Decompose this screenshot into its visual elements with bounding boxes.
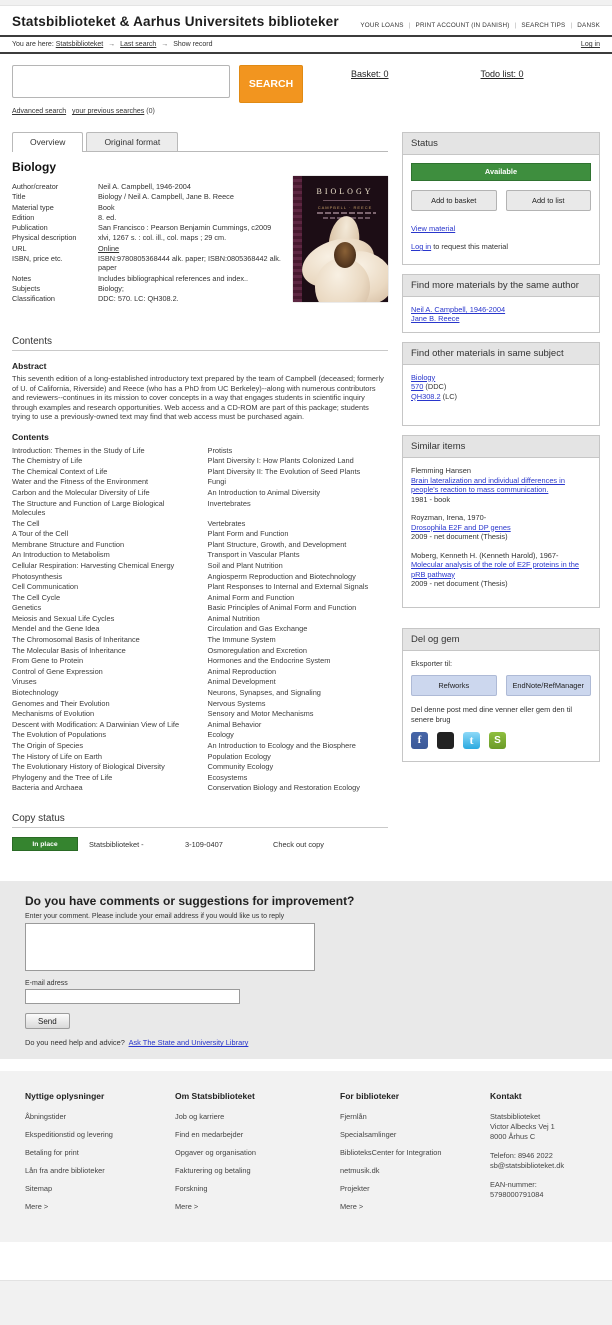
share-box-body [403,651,599,762]
breadcrumb-prefix: You are here: [12,41,54,48]
contents-row [12,456,388,467]
same-author-box [402,274,600,333]
record-field-row [12,192,284,201]
record-fields-b [12,254,284,303]
stumbleupon-icon[interactable]: S [489,732,506,749]
footer-link[interactable]: Mere > [25,1202,49,1212]
contents-item: Fungi [207,477,227,487]
share-box [402,628,600,763]
field-label: Physical description [12,233,77,243]
contents-row [12,783,388,794]
nav-separator: | [514,22,517,29]
contents-row [12,529,388,540]
contents-heading: Contents [12,431,49,442]
subject-link[interactable]: QH308.2 [411,391,441,401]
status-box-body [403,155,599,264]
book-cover-text-line [317,212,376,214]
contents-item: Ecology [207,730,234,740]
footer-column-title: Nyttige oplysninger [25,1091,105,1102]
contents-row [12,740,388,751]
same-author-body [403,297,599,332]
footer-link[interactable]: Opgaver og organisation [175,1148,256,1158]
site-title: Statsbiblioteket & Aarhus Universitets biblioteker [12,14,339,29]
contents-row [12,719,388,730]
copy-status-row [12,837,388,851]
field-label: Author/creator [12,182,59,191]
footer-link[interactable]: Fjernlån [340,1112,367,1122]
contents-row [12,772,388,783]
footer-link[interactable]: netmusik.dk [340,1166,380,1176]
contents-item: A Tour of the Cell [12,529,69,539]
record-field-row [12,274,284,283]
share-text: Del denne post med dine venner eller gem den til senere brug [411,705,573,724]
footer-column-title: Kontakt [490,1091,522,1102]
breadcrumb-link-last-search[interactable]: Last search [120,41,157,48]
contents-item: Osmoregulation and Excretion [207,645,307,655]
site-header [0,6,612,35]
help-line [25,1038,587,1047]
contents-row [12,560,388,571]
contents-item: Community Ecology [207,762,274,772]
login-link[interactable]: Log in [580,41,600,48]
contents-row [12,550,388,561]
contents-item: The Chromosomal Basis of Inheritance [12,635,140,645]
twitter-icon[interactable]: t [463,732,480,749]
contents-item: Animal Behavior [207,719,262,729]
breadcrumb-link-home[interactable]: Statsbiblioteket [55,41,104,48]
subject-line [411,382,591,392]
record-field-row [12,182,284,191]
record-field-row [12,213,284,222]
footer-link[interactable]: Job og karriere [175,1112,225,1122]
flower-stamen [334,242,356,268]
breadcrumb-arrow: → [161,41,169,48]
footer-column-kontakt [490,1091,587,1220]
field-value: Book [98,202,115,212]
contents-item: Population Ecology [207,751,271,761]
contents-row [12,571,388,582]
similar-items-body [403,458,599,607]
contents-row [12,592,388,603]
similar-item-author: Royzman, Irena, 1970- [411,513,487,522]
contents-item: Mechanisms of Evolution [12,709,95,719]
field-label: Publication [12,223,48,233]
search-button[interactable]: SEARCH [239,65,303,103]
similar-item [411,513,591,542]
similar-item-author: Moberg, Kenneth H. (Kenneth Harold), 1967- [411,550,559,560]
contents-item: Bacteria and Archaea [12,783,83,793]
tab-overview[interactable]: Overview [12,132,83,152]
sidebar [402,123,600,762]
contents-item: Control of Gene Expression [12,666,103,676]
in-place-badge: In place [12,837,78,851]
record-fields [12,182,284,304]
advanced-search-link[interactable]: Advanced search [12,108,67,115]
contact-line: EAN-nummer: 5798000791084 [490,1180,544,1200]
contents-item: Meiosis and Sexual Life Cycles [12,613,115,623]
footer-link[interactable]: Betaling for print [25,1148,79,1158]
bottom-gap [0,1242,612,1280]
subject-line [411,373,591,383]
subject-line [411,392,591,402]
contents-item: Plant Responses to Internal and External Signals [207,582,369,592]
contents-item: Invertebrates [207,498,251,508]
contents-row [12,613,388,624]
book-cover-spine [293,176,302,302]
contents-row [12,762,388,773]
contact-phone [490,1151,587,1171]
field-label: Title [12,192,26,202]
similar-items-box [402,435,600,608]
status-box-header: Status [403,133,599,155]
footer-link[interactable]: Åbningstider [25,1112,67,1122]
email-label: E-mail adress [25,980,68,988]
comments-hint: Enter your comment. Please include your email address if you would like us to reply [25,913,285,921]
author-link[interactable]: Neil A. Campbell, 1946-2004 [411,304,506,314]
contents-row [12,709,388,720]
contents-item: Animal Development [207,677,276,687]
contents-item: Membrane Structure and Function [12,539,125,549]
similar-item-title-link[interactable]: Drosophila E2F and DP genes [411,522,511,532]
contents-row [12,477,388,488]
contents-item: Animal Reproduction [207,666,277,676]
contents-item: Protists [207,445,233,455]
breadcrumb-bar [0,35,612,54]
field-label: ISBN, price etc. [12,254,63,264]
contents-item: The Evolution of Populations [12,730,107,740]
field-label: Edition [12,212,35,222]
contents-item: Plant Structure, Growth, and Development [207,539,347,549]
contents-item: Genomes and Their Evolution [12,698,110,708]
record-field-row [12,254,284,273]
contents-item: Biotechnology [12,688,59,698]
footer-column-nyttige [25,1091,175,1220]
contents-row [12,582,388,593]
field-value: ISBN:9780805368444 alk. paper; ISBN:0805368442 alk. paper [98,254,281,273]
field-value: San Francisco : Pearson Benjamin Cummings, c2009 [98,223,272,233]
field-value: Biology / Neil A. Campbell, Jane B. Reece [98,192,234,202]
record-field-row [12,233,284,242]
contents-row [12,677,388,688]
breadcrumb-current: Show record [173,41,213,48]
footer-column-title: For biblioteker [340,1091,400,1102]
field-label: Classification [12,294,55,304]
contents-item: Conservation Biology and Restoration Ecology [207,783,360,793]
similar-items-header: Similar items [403,436,599,458]
status-box [402,132,600,265]
basket-link[interactable]: Basket: 0 [351,69,389,79]
contents-item: Sensory and Motor Mechanisms [207,709,314,719]
utility-nav [360,22,600,29]
add-to-list-button[interactable]: Add to list [506,190,592,211]
abstract-text: This seventh edition of a long-established introductory text prepared by the team of Campbell (deceased; formerly of U. of California, Riverside) and Reece (who has a PhD from UC Berkeley)--along with numerous contributors and reviewers--continues in its mission to cover concepts in a way that engages students in scientific inquiry through examples and research opportunities. Web access and a CD-ROM are part of this package; students trying to use a previously-owned text may find that web access must be purchased again. [12,374,384,422]
footer-link[interactable]: Specialsamlinger [340,1130,397,1140]
comment-textarea[interactable] [25,923,315,971]
footer-link[interactable]: Sitemap [25,1184,53,1194]
status-buttons [411,190,591,211]
contents-item: The Molecular Basis of Inheritance [12,645,126,655]
search-links [0,105,612,123]
footer-link[interactable]: BiblioteksCenter for Integration [340,1148,442,1158]
request-login-link[interactable]: Log in [411,242,432,251]
social-icons [411,732,591,753]
subject-link[interactable]: Biology [411,372,436,382]
footer-link[interactable]: Mere > [175,1202,199,1212]
view-material-link[interactable]: View material [411,223,456,233]
footer-link[interactable]: Fakturering og betaling [175,1166,251,1176]
contents-row [12,698,388,709]
copy-action: Check out copy [273,839,324,849]
nav-print-account[interactable]: PRINT ACCOUNT (IN DANISH) [415,22,510,29]
footer-link[interactable]: Lån fra andre biblioteker [25,1166,105,1176]
footer-gap [0,1059,612,1071]
contact-line: Victor Albecks Vej 1 [490,1122,555,1132]
contents-item: Plant Form and Function [207,529,289,539]
contents-item: Cellular Respiration: Harvesting Chemical Energy [12,560,175,570]
footer-links [340,1112,490,1211]
contents-row [12,487,388,498]
nav-language-dansk[interactable]: DANSK [577,22,600,29]
footer-link[interactable]: Find en medarbejder [175,1130,244,1140]
export-buttons [411,675,591,696]
similar-item [411,466,591,504]
similar-item [411,551,591,589]
contents-item: An Introduction to Metabolism [12,550,110,560]
share-box-header: Del og gem [403,629,599,651]
contact-address [490,1112,587,1142]
export-label: Eksporter til: [411,658,453,668]
contents-row [12,634,388,645]
comments-title: Do you have comments or suggestions for improvement? [25,894,355,909]
contact-line: sb@statsbiblioteket.dk [490,1161,565,1171]
contact-line: 8000 Århus C [490,1132,536,1142]
breadcrumb [12,41,213,48]
email-input[interactable] [25,989,240,1004]
contents-item: Transport in Vascular Plants [207,550,300,560]
contents-item: Mendel and the Gene Idea [12,624,100,634]
record-field-row [12,203,284,212]
contents-item: An Introduction to Ecology and the Biosphere [207,741,356,750]
contents-item: Neurons, Synapses, and Signaling [207,688,321,698]
same-subject-body [403,365,599,426]
availability-bar: Available [411,163,591,181]
contents-table [12,445,388,793]
contents-row [12,539,388,550]
footer-link[interactable]: Mere > [340,1202,364,1212]
search-row [0,54,612,105]
contents-item: Ecosystems [207,772,248,782]
login-to-request [411,242,591,256]
contents-item: Basic Principles of Animal Form and Function [207,603,357,613]
field-label: URL [12,243,27,253]
online-link[interactable]: Online [98,243,120,253]
contents-item: The Structure and Function of Large Biological Molecules [12,498,165,517]
footer-column-for-biblioteker [340,1091,490,1220]
footer-column-title: Om Statsbiblioteket [175,1091,255,1102]
footer-links [175,1112,340,1211]
add-to-basket-button[interactable]: Add to basket [411,190,497,211]
subject-link[interactable]: 570 [411,382,424,391]
contents-item: The Cell Cycle [12,592,61,602]
search-input[interactable] [12,65,230,98]
field-value: xlvi, 1267 s. : col. ill., col. maps ; 29 cm. [98,233,227,243]
contents-item: Introduction: Themes in the Study of Life [12,445,145,455]
similar-item-author: Flemming Hansen [411,466,471,475]
contents-item: The Chemical Context of Life [12,466,108,476]
contents-item: Phylogeny and the Tree of Life [12,772,113,782]
contents-row [12,730,388,741]
previous-searches-link[interactable]: your previous searches [71,108,145,115]
field-value: DDC: 570. LC: QH308.2. [98,294,179,304]
copy-barcode: 3-109-0407 [185,839,223,849]
contents-item: Water and the Fitness of the Environment [12,477,149,487]
record-field-row [12,284,284,293]
field-label: Notes [12,273,32,283]
comments-section [0,881,612,1059]
similar-item-title-link[interactable]: Brain lateralization and individual differences in people's reaction to mass communication. [411,475,565,494]
contents-item: Nervous Systems [207,698,266,708]
contents-item: Animal Nutrition [207,613,260,623]
contents-item: Photosynthesis [12,571,63,581]
contents-item: Plant Diversity II: The Evolution of Seed Plants [207,466,361,476]
previous-searches-count: (0) [146,108,155,115]
footer-link[interactable]: Ekspeditionstid og levering [25,1130,113,1140]
breadcrumb-arrow: → [108,41,116,48]
refworks-button[interactable]: Refworks [411,675,497,696]
record-details [12,160,388,320]
footer-link[interactable]: Forskning [175,1184,208,1194]
endnote-button[interactable]: EndNote/RefManager [506,675,592,696]
request-login-text: to request this material [431,242,508,251]
nav-separator: | [570,22,573,29]
contents-item: From Gene to Protein [12,656,84,666]
contents-item: The Chemistry of Life [12,456,83,466]
contents-item: Genetics [12,603,42,613]
field-label: Material type [12,202,54,212]
contents-item: Vertebrates [207,518,246,528]
tab-original-format[interactable]: Original format [86,132,178,151]
contents-row [12,687,388,698]
contents-item: Angiosperm Reproduction and Biotechnology [207,571,356,581]
contact-ean [490,1180,587,1200]
book-cover-image [293,176,388,302]
facebook-icon[interactable]: f [411,732,428,749]
contents-item: Soil and Plant Nutrition [207,560,283,570]
contact-line: Statsbiblioteket [490,1112,541,1122]
contents-item: The Origin of Species [12,741,84,750]
similar-item-info: 1981 - book [411,494,451,504]
main-area [0,123,612,855]
similar-item-info: 2009 - net document (Thesis) [411,532,508,541]
send-button[interactable]: Send [25,1013,70,1029]
contents-row [12,603,388,614]
similar-item-info: 2009 - net document (Thesis) [411,579,508,588]
contents-row [12,656,388,667]
ask-library-link[interactable]: Ask The State and University Library [128,1038,249,1048]
field-value: Neil A. Campbell, 1946-2004 [98,182,191,191]
nav-search-tips[interactable]: SEARCH TIPS [521,22,566,29]
contents-section-header: Contents [12,336,388,351]
author-link[interactable]: Jane B. Reece [411,314,460,323]
contents-row [12,498,388,518]
contents-item: An Introduction to Animal Diversity [207,487,321,497]
same-subject-header: Find other materials in same subject [403,343,599,365]
contents-row [12,445,388,456]
field-value: Biology; [98,283,124,293]
record-field-row [12,223,284,232]
todo-list-link[interactable]: Todo list: 0 [480,69,524,79]
contents-row [12,645,388,656]
contents-item: The Evolutionary History of Biological Diversity [12,762,165,772]
contents-item: Hormones and the Endocrine System [207,656,331,666]
footer [0,1071,612,1242]
contents-item: Cell Communication [12,582,79,592]
same-author-header: Find more materials by the same author [403,275,599,297]
abstract-heading: Abstract [12,361,47,371]
main-column [12,123,388,855]
copy-status-header: Copy status [12,813,388,828]
author-link-line [411,305,591,315]
contents-item: Circulation and Gas Exchange [207,624,308,634]
contact-line: Telefon: 8946 2022 [490,1151,553,1161]
subject-scheme: (DDC) [423,382,447,391]
field-label: Subjects [12,283,40,293]
book-cover-rule [323,200,370,201]
same-subject-box [402,342,600,427]
author-link-line [411,314,591,324]
contents-item: The Immune System [207,635,276,645]
footer-column-om [175,1091,340,1220]
footer-links [25,1112,175,1211]
book-cover-authors: CAMPBELL · REECE [317,205,373,210]
nav-separator: | [408,22,411,29]
contents-row [12,666,388,677]
contents-item: Plant Diversity I: How Plants Colonized Land [207,456,354,466]
help-prefix: Do you need help and advice? [25,1038,125,1048]
bottom-strip [0,1280,612,1325]
nav-your-loans[interactable]: YOUR LOANS [360,22,404,29]
contents-item: Descent with Modification: A Darwinian View of Life [12,719,180,729]
contents-row [12,624,388,635]
contents-item: Carbon and the Molecular Diversity of Life [12,487,150,497]
record-field-row-url [12,244,284,253]
contents-row [12,518,388,529]
record-title: Biology [12,160,56,174]
contents-item: The History of Life on Earth [12,751,102,761]
contents-item: Viruses [12,677,37,687]
record-tabs [12,132,388,152]
copy-library: Statsbiblioteket - [89,839,144,849]
book-cover-title: BIOLOGY [316,187,374,196]
footer-link[interactable]: Projekter [340,1184,370,1194]
record-fields-a [12,182,284,243]
contents-row [12,466,388,477]
delicious-icon[interactable] [437,732,454,749]
record-field-row [12,294,284,303]
contents-item: The Cell [12,518,40,528]
similar-item-title-link[interactable]: Molecular analysis of the role of E2F proteins in the pRB pathway [411,560,580,579]
subject-scheme: (LC) [440,391,458,401]
contents-item: Animal Form and Function [207,592,295,602]
contents-row [12,751,388,762]
field-value: 8. ed. [98,212,117,222]
field-value: Includes bibliographical references and index.. [98,273,249,283]
